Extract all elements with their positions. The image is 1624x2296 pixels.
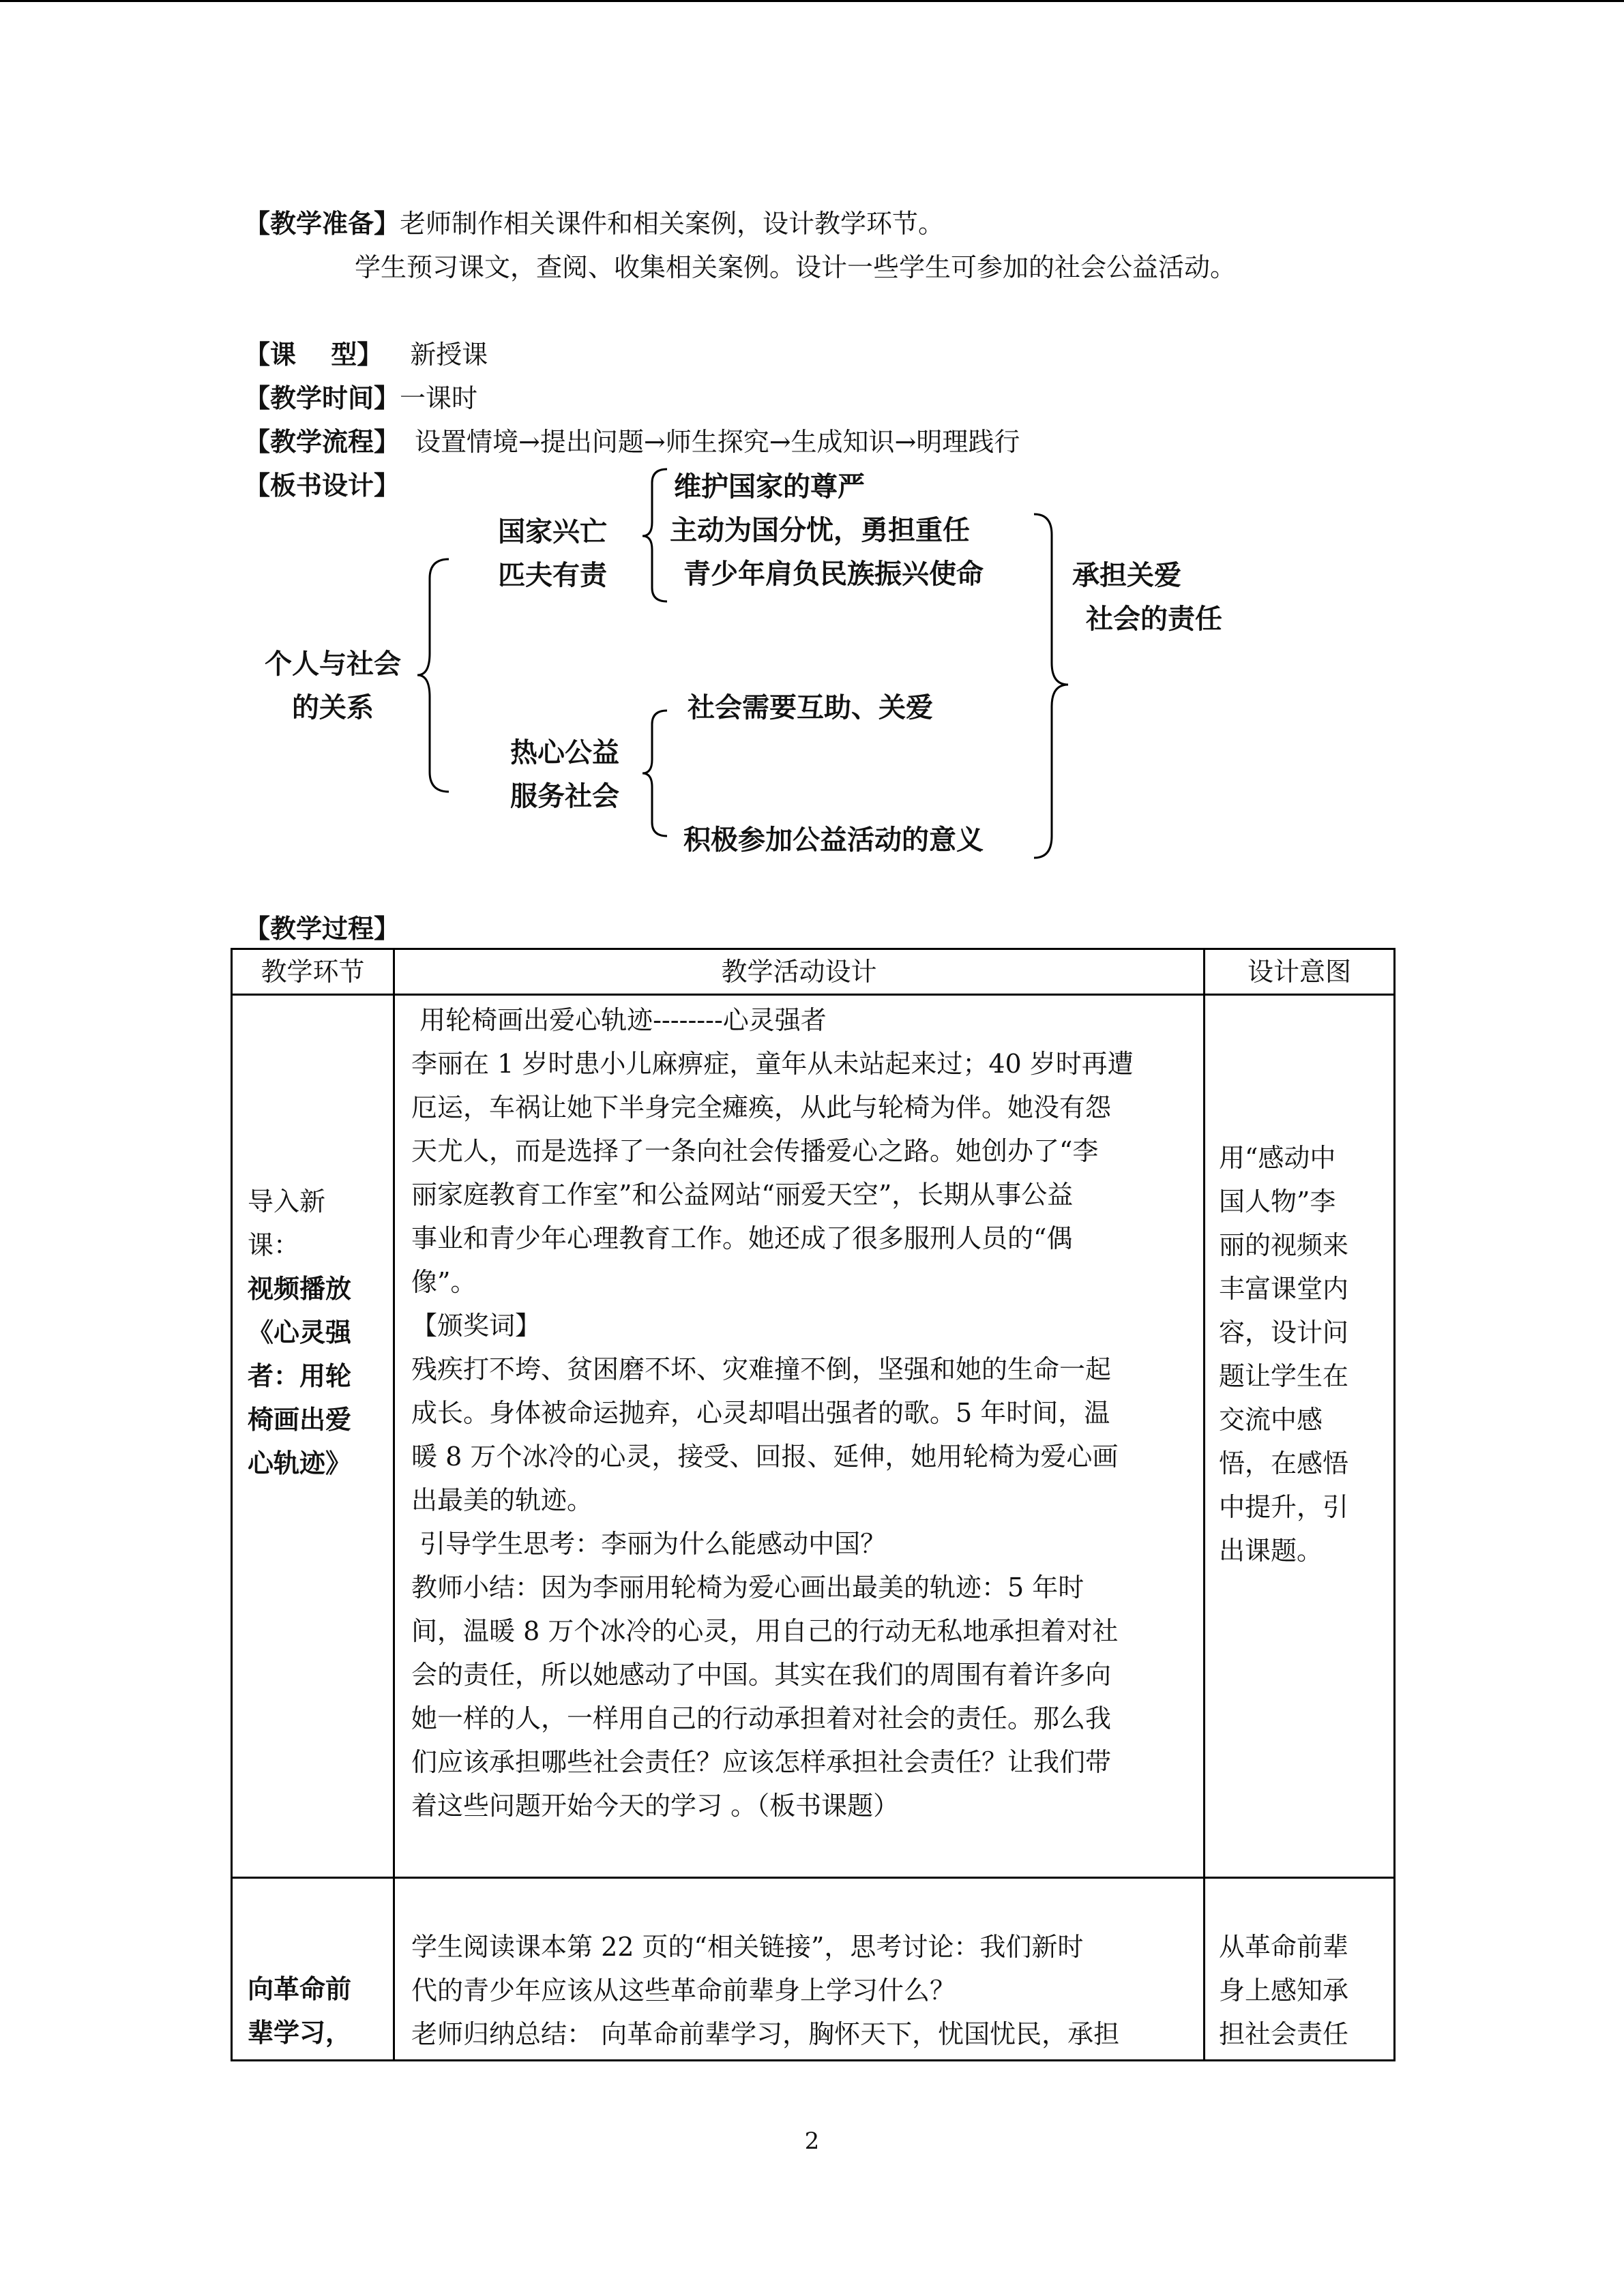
board-label: 【板书设计】 bbox=[244, 470, 400, 501]
board-root-line-1: 个人与社会 bbox=[265, 648, 401, 680]
row2-activity-line: 代的青少年应该从这些革命前辈身上学习什么？ bbox=[411, 1976, 956, 2006]
header-intent: 设计意图 bbox=[1205, 949, 1395, 995]
row1-intent-line: 丽的视频来 bbox=[1219, 1230, 1349, 1260]
page-number: 2 bbox=[804, 2128, 820, 2155]
row2-activity-line: 老师归纳总结： 向革命前辈学习，胸怀天下，忧国忧民，承担 bbox=[411, 2019, 1120, 2049]
row2-intent bbox=[1205, 1878, 1395, 2061]
row1-intent-line: 中提升，引 bbox=[1219, 1492, 1349, 1522]
row1-stage-line: 心轨迹》 bbox=[248, 1448, 352, 1478]
conclusion bbox=[1072, 554, 1222, 641]
row1-activity-line: 用轮椅画出爱心轨迹--------心灵强者 bbox=[411, 1005, 827, 1035]
branch1-title-line-1: 国家兴亡 bbox=[498, 516, 607, 548]
row1-activity-line: 着这些问题开始今天的学习 。（板书课题） bbox=[411, 1791, 900, 1821]
row2-activity-line: 学生阅读课本第 22 页的“相关链接”，思考讨论：我们新时 bbox=[411, 1932, 1084, 1962]
flow-value: 设置情境→提出问题→师生探究→生成知识→明理践行 bbox=[415, 427, 1020, 457]
prep-line-1 bbox=[244, 202, 944, 245]
row1-activity bbox=[394, 995, 1205, 1878]
branch1-item-1: 维护国家的尊严 bbox=[674, 471, 865, 503]
row1-activity-line: 【颁奖词】 bbox=[411, 1311, 542, 1341]
row1-activity-line: 天尤人，而是选择了一条向社会传播爱心之路。她创办了“李 bbox=[411, 1136, 1099, 1166]
lesson-type-value: 新授课 bbox=[410, 340, 488, 370]
branch2-title-line-2: 服务社会 bbox=[510, 780, 619, 812]
flow-row bbox=[244, 420, 1020, 464]
table-header-row bbox=[232, 949, 1395, 995]
row1-activity-line: 成长。身体被命运抛弃，心灵却唱出强者的歌。5 年时间，温 bbox=[411, 1398, 1110, 1428]
row1-activity-line: 暖 8 万个冰冷的心灵，接受、回报、延伸，她用轮椅为爱心画 bbox=[411, 1442, 1119, 1472]
branch2-title bbox=[510, 731, 619, 818]
row1-activity-line: 她一样的人，一样用自己的行动承担着对社会的责任。那么我 bbox=[411, 1703, 1112, 1733]
row1-activity-line: 李丽在 1 岁时患小儿麻痹症，童年从未站起来过；40 岁时再遭 bbox=[411, 1049, 1134, 1079]
row1-activity-line: 教师小结：因为李丽用轮椅为爱心画出最美的轨迹：5 年时 bbox=[411, 1572, 1084, 1602]
row1-activity-line: 像”。 bbox=[411, 1267, 477, 1297]
branch2-item-2: 积极参加公益活动的意义 bbox=[683, 824, 984, 856]
row1-intent-line: 出课题。 bbox=[1219, 1536, 1323, 1566]
branch1-item-3: 青少年肩负民族振兴使命 bbox=[683, 558, 984, 590]
row1-stage-line: 《心灵强 bbox=[248, 1317, 352, 1347]
row1-intent-line: 用“感动中 bbox=[1219, 1143, 1336, 1173]
row1-activity-line: 厄运，车祸让她下半身完全瘫痪，从此与轮椅为伴。她没有怨 bbox=[411, 1092, 1112, 1122]
row1-stage-line: 者：用轮 bbox=[248, 1360, 352, 1391]
row1-stage bbox=[232, 995, 394, 1878]
lesson-time-label: 【教学时间】 bbox=[244, 383, 400, 413]
row1-activity-line: 间，温暖 8 万个冰冷的心灵，用自己的行动无私地承担着对社 bbox=[411, 1616, 1119, 1646]
row1-activity-line: 事业和青少年心理教育工作。她还成了很多服刑人员的“偶 bbox=[411, 1223, 1073, 1253]
row1-activity-line: 们应该承担哪些社会责任？应该怎样承担社会责任？让我们带 bbox=[411, 1747, 1112, 1777]
conclusion-line-2: 社会的责任 bbox=[1086, 603, 1222, 635]
row1-activity-line: 出最美的轨迹。 bbox=[411, 1485, 593, 1515]
table-row bbox=[232, 995, 1395, 1878]
row1-intent-line: 悟，在感悟 bbox=[1219, 1448, 1349, 1478]
branch1-title bbox=[498, 510, 607, 597]
row1-intent-line: 容，设计问 bbox=[1219, 1317, 1349, 1347]
root-brace bbox=[416, 558, 457, 793]
prep-text-1: 老师制作相关课件和相关案例，设计教学环节。 bbox=[400, 209, 945, 239]
lesson-time-value: 一课时 bbox=[400, 383, 478, 413]
row1-activity-line: 引导学生思考：李丽为什么能感动中国？ bbox=[411, 1529, 887, 1559]
row1-intent bbox=[1205, 995, 1395, 1878]
process-label: 【教学过程】 bbox=[244, 913, 400, 944]
row1-stage-line: 课： bbox=[248, 1230, 300, 1260]
row1-stage-line: 视频播放 bbox=[248, 1273, 352, 1304]
row2-intent-line: 担社会责任 bbox=[1219, 2019, 1349, 2049]
row1-stage-line: 导入新 bbox=[248, 1187, 326, 1217]
branch2-title-line-1: 热心公益 bbox=[510, 736, 619, 769]
row1-intent-line: 丰富课堂内 bbox=[1219, 1274, 1349, 1304]
table-row bbox=[232, 1878, 1395, 2061]
flow-label: 【教学流程】 bbox=[244, 426, 400, 457]
lesson-type-row bbox=[244, 333, 488, 376]
lesson-time-row bbox=[244, 376, 477, 420]
row2-activity bbox=[394, 1878, 1205, 2061]
lesson-type-label: 【课 型】 bbox=[244, 339, 383, 370]
branch1-title-line-2: 匹夫有责 bbox=[498, 559, 607, 591]
board-root bbox=[258, 642, 408, 730]
header-stage: 教学环节 bbox=[232, 949, 394, 995]
prep-label: 【教学准备】 bbox=[244, 208, 400, 239]
row1-activity-line: 丽家庭教育工作室”和公益网站“丽爱天空”，长期从事公益 bbox=[411, 1180, 1074, 1210]
branch2-brace bbox=[641, 709, 675, 839]
conclusion-brace bbox=[1033, 513, 1074, 859]
row2-intent-line: 身上感知承 bbox=[1219, 1976, 1349, 2006]
board-root-line-2: 的关系 bbox=[292, 691, 374, 724]
row1-stage-line: 椅画出爱 bbox=[248, 1404, 352, 1435]
prep-text-2: 学生预习课文，查阅、收集相关案例。设计一些学生可参加的社会公益活动。 bbox=[355, 252, 1237, 282]
branch2-item-1: 社会需要互助、关爱 bbox=[688, 691, 933, 724]
header-activity: 教学活动设计 bbox=[394, 949, 1205, 995]
row2-stage-line: 向革命前 bbox=[248, 1973, 352, 2004]
row1-intent-line: 国人物”李 bbox=[1219, 1187, 1336, 1217]
conclusion-line-1: 承担关爱 bbox=[1072, 559, 1181, 591]
row2-stage bbox=[232, 1878, 394, 2061]
process-table bbox=[231, 948, 1396, 2061]
page-top-border bbox=[0, 0, 1624, 2]
row1-activity-line: 会的责任，所以她感动了中国。其实在我们的周围有着许多向 bbox=[411, 1660, 1112, 1690]
row2-stage-line: 辈学习， bbox=[248, 2017, 352, 2048]
row2-intent-line: 从革命前辈 bbox=[1219, 1932, 1349, 1962]
row1-intent-line: 题让学生在 bbox=[1219, 1361, 1349, 1391]
row1-activity-line: 残疾打不垮、贫困磨不坏、灾难撞不倒，坚强和她的生命一起 bbox=[411, 1354, 1112, 1384]
row1-intent-line: 交流中感 bbox=[1219, 1405, 1323, 1435]
branch1-item-2: 主动为国分忧，勇担重任 bbox=[670, 514, 970, 546]
